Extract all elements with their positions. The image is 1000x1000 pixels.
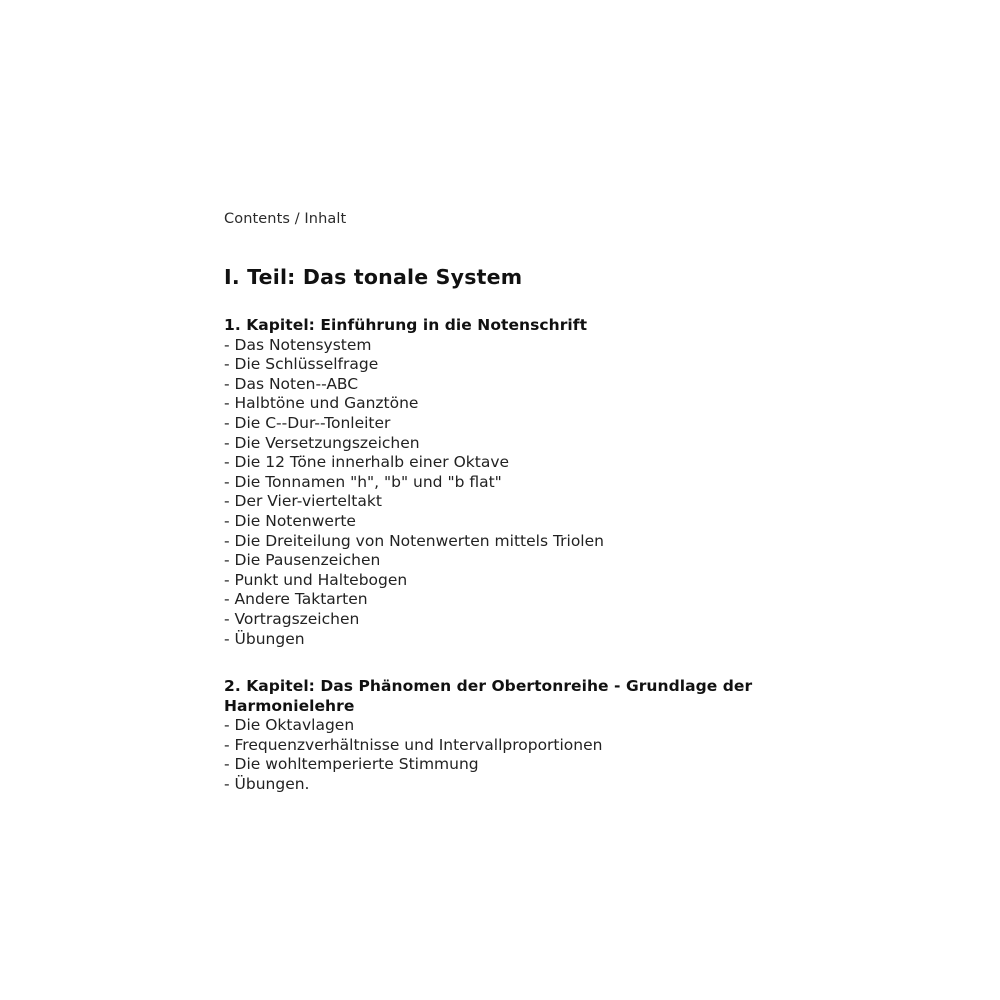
chapter-item-list xyxy=(224,716,784,794)
list-item: - Frequenzverhältnisse und Intervallproportionen xyxy=(224,735,603,754)
list-item: - Das Noten--ABC xyxy=(224,374,359,393)
list-item: - Die wohltemperierte Stimmung xyxy=(224,755,479,774)
list-item: - Der Vier-vierteltakt xyxy=(224,492,382,511)
list-item: - Die Versetzungszeichen xyxy=(224,433,420,452)
chapter-section xyxy=(224,677,784,795)
contents-label: Contents / Inhalt xyxy=(224,211,347,227)
chapter-title: 2. Kapitel: Das Phänomen der Obertonreihe - Grundlage der Harmonielehre xyxy=(224,677,753,715)
chapter-title: 1. Kapitel: Einführung in die Notenschrift xyxy=(224,316,588,334)
list-item: - Die 12 Töne innerhalb einer Oktave xyxy=(224,453,510,472)
list-item: - Die Tonnamen "h", "b" und "b flat" xyxy=(224,472,502,491)
list-item: - Die Pausenzeichen xyxy=(224,551,381,570)
list-item: - Die Dreiteilung von Notenwerten mittels Triolen xyxy=(224,531,604,550)
list-item: - Die Oktavlagen xyxy=(224,716,355,735)
list-item: - Halbtöne und Ganztöne xyxy=(224,394,419,413)
list-item: - Das Notensystem xyxy=(224,335,372,354)
list-item: - Übungen xyxy=(224,629,305,648)
table-of-contents xyxy=(224,210,784,795)
chapter-item-list xyxy=(224,336,784,650)
list-item: - Punkt und Haltebogen xyxy=(224,570,408,589)
chapter-section xyxy=(224,316,784,649)
list-item: - Übungen. xyxy=(224,775,310,794)
list-item: - Andere Taktarten xyxy=(224,590,368,609)
list-item: - Die Notenwerte xyxy=(224,511,356,530)
part-title: I. Teil: Das tonale System xyxy=(224,265,523,289)
list-item: - Die Schlüsselfrage xyxy=(224,355,379,374)
list-item: - Vortragszeichen xyxy=(224,609,360,628)
list-item: - Die C--Dur--Tonleiter xyxy=(224,413,391,432)
